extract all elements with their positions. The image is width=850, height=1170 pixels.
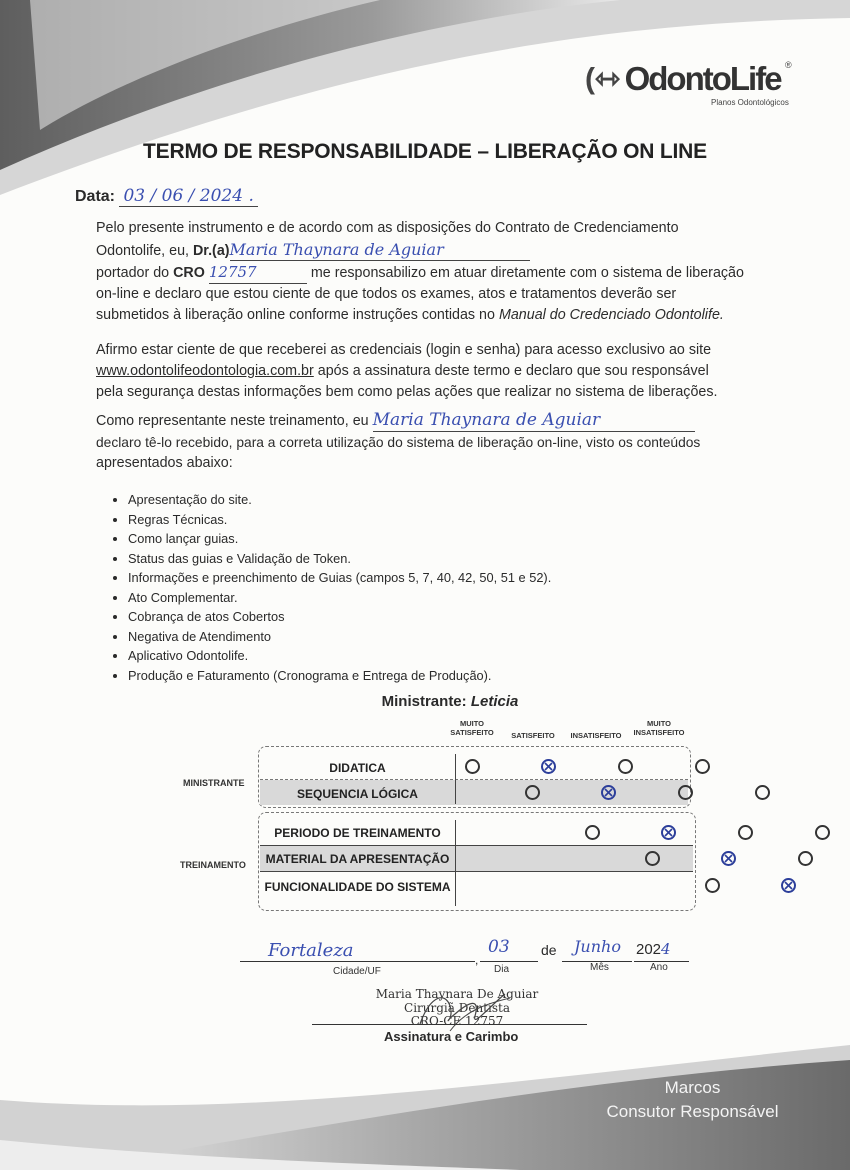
cro-number: 12757 xyxy=(209,262,307,284)
paragraph-3: Como representante neste treinamento, eu Maria Thaynara de Aguiar declaro tê-lo recebido, para a correta utilização do sistema de liberação on-line, visto os conteúdos apresentados abaixo: xyxy=(96,410,701,471)
col-header-muito-insatisfeito: MUITO INSATISFEITO xyxy=(633,719,685,737)
logo-text: OdontoLife xyxy=(624,60,781,97)
paragraph-1: Pelo presente instrumento e de acordo com as disposições do Contrato de Credenciamento Odontolife, eu, Dr.(a)Maria Thaynara de Aguiar portador do CRO 12757 me responsabilizo em atuar diretamente com o sistema de liberação on-line e declaro que estou ciente de que todos os exames, atos e tratamentos deverão ser submetidos à liberação online conforme instruções contidas no Manual do Credenciado Odontolife. xyxy=(96,220,744,323)
col-header-muito-satisfeito: MUITO SATISFEITO xyxy=(450,719,494,737)
logo-subtitle: Planos Odontológicos xyxy=(711,98,789,107)
signature-label: Assinatura e Carimbo xyxy=(384,1029,519,1044)
list-item: • Cobrança de atos Cobertos xyxy=(128,607,551,627)
month-value: Junho xyxy=(574,937,621,956)
city-value: Fortaleza xyxy=(268,940,354,961)
document-page: (⇿ OdontoLife ® Planos Odontológicos TERMO DE RESPONSABILIDADE – LIBERAÇÃO ON LINE Data: 03 / 06 / 2024 . Pelo presente instrumento e de acordo com as disposições do Contrato de Credenciamento Odontolife, eu, Dr.(a)Maria Thaynara de Aguiar portador do CRO 12757 me responsabilizo em atuar diretamente com o sistema de liberação on-line e declaro que estou ciente de que todos os exames, atos e tratamentos deverão ser submetidos à liberação online conforme instruções contidas no Manual do Credenciado Odontolife. Afirmo estar ciente de que receberei as credenciais (login e senha) para acesso exclusivo ao site www.odontolifeodontologia.com.br após a assinatura deste termo e declaro que sou responsável pela segurança destas informações bem como pelas ações que realizar no sistema de liberações. Como representante neste treinamento, eu Maria Thaynara de Aguiar declaro tê-lo recebido, para a correta utilização do sistema de liberação on-line, visto os conteúdos apresentados abaixo: • Apresentação do site. • Regras Técnicas. • Como lançar guias. • Status das guias e Validação de Token. • Informações e preenchimento de Guias (campos 5, 7, 40, 42, 50, 51 e 52). • Ato Complementar. • Cobrança de atos Cobertos • Negativa de Atendimento • Aplicativo Odontolife. • Produção e Faturamento (Cronograma e Entrega de Produção). Ministrante: Leticia MUITO SATISFEITO SATISFEITO INSATISFEITO MUITO INSATISFEITO MINISTRANTE TREINAMENTO DIDATICA SEQUENCIA LÓGICA PERIODO DE TREINAMENTO MATERIAL DA APRESENTAÇÃO FUNCIONALIDADE DO SISTEMA Fortaleza , 03 de Junho 2024 Cidade/UF Dia Mês Ano Maria Thaynara De Aguiar Cirurgiã Dentista CRO-CE 12757 Assinatura e Carimbo Marcos Consutor Responsável xyxy=(0,0,850,1170)
page-title: TERMO DE RESPONSABILIDADE – LIBERAÇÃO ON LINE xyxy=(143,140,707,163)
rating-radio[interactable] xyxy=(695,759,710,774)
rating-row-material: MATERIAL DA APRESENTAÇÃO xyxy=(260,846,693,871)
rating-radio[interactable] xyxy=(678,785,693,800)
odontolife-logo: (⇿ OdontoLife ® xyxy=(585,60,792,97)
rating-radio[interactable] xyxy=(618,759,633,774)
professional-stamp: Maria Thaynara De Aguiar Cirurgiã Dentista CRO-CE 12757 xyxy=(375,987,539,1028)
rating-row-sequencia-logica: SEQUENCIA LÓGICA xyxy=(260,780,688,805)
rating-radio[interactable] xyxy=(738,825,753,840)
rating-radio[interactable] xyxy=(781,878,796,893)
list-item: • Regras Técnicas. xyxy=(128,510,551,530)
list-item: • Apresentação do site. xyxy=(128,490,551,510)
col-header-insatisfeito: INSATISFEITO xyxy=(570,731,622,740)
rating-radio[interactable] xyxy=(465,759,480,774)
date-value: 03 / 06 / 2024 . xyxy=(119,186,257,207)
representative-name: Maria Thaynara de Aguiar xyxy=(373,410,695,432)
list-item: • Produção e Faturamento (Cronograma e Entrega de Produção). xyxy=(128,666,551,686)
list-item: • Como lançar guias. xyxy=(128,529,551,549)
col-header-satisfeito: SATISFEITO xyxy=(511,731,555,740)
doctor-name: Maria Thaynara de Aguiar xyxy=(230,239,530,261)
year-value: 2024 xyxy=(636,940,671,958)
rating-radio[interactable] xyxy=(721,851,736,866)
rating-radio[interactable] xyxy=(661,825,676,840)
list-item: • Status das guias e Validação de Token. xyxy=(128,549,551,569)
rating-radio[interactable] xyxy=(601,785,616,800)
rating-radio[interactable] xyxy=(798,851,813,866)
rating-radio[interactable] xyxy=(755,785,770,800)
site-link[interactable]: www.odontolifeodontologia.com.br xyxy=(96,363,314,379)
rating-row-funcionalidade: FUNCIONALIDADE DO SISTEMA xyxy=(264,880,451,894)
topics-list xyxy=(108,490,551,685)
rating-row-periodo: PERIODO DE TREINAMENTO xyxy=(274,826,441,840)
group-label-treinamento: TREINAMENTO xyxy=(180,860,246,870)
list-item: • Negativa de Atendimento xyxy=(128,627,551,647)
day-value: 03 xyxy=(488,937,510,957)
rating-radio[interactable] xyxy=(815,825,830,840)
ministrante-heading: Ministrante: Leticia xyxy=(381,693,519,710)
rating-radio[interactable] xyxy=(645,851,660,866)
footer-consultant: Marcos Consutor Responsável xyxy=(606,1078,779,1121)
date-row: Data: 03 / 06 / 2024 . xyxy=(75,186,258,207)
list-item: • Aplicativo Odontolife. xyxy=(128,646,551,666)
rating-radio[interactable] xyxy=(525,785,540,800)
paragraph-2: Afirmo estar ciente de que receberei as credenciais (login e senha) para acesso exclusivo ao site www.odontolifeodontologia.com.br após a assinatura deste termo e declaro que sou responsável pela segurança destas informações bem como pelas ações que realizar no sistema de liberações. xyxy=(96,342,718,400)
list-item: • Informações e preenchimento de Guias (campos 5, 7, 40, 42, 50, 51 e 52). xyxy=(128,568,551,588)
rating-row-didatica: DIDATICA xyxy=(329,761,386,775)
group-label-ministrante: MINISTRANTE xyxy=(183,778,245,788)
rating-radio[interactable] xyxy=(705,878,720,893)
logo-mark-icon: (⇿ xyxy=(585,62,621,96)
rating-radio[interactable] xyxy=(585,825,600,840)
rating-radio[interactable] xyxy=(541,759,556,774)
list-item: • Ato Complementar. xyxy=(128,588,551,608)
